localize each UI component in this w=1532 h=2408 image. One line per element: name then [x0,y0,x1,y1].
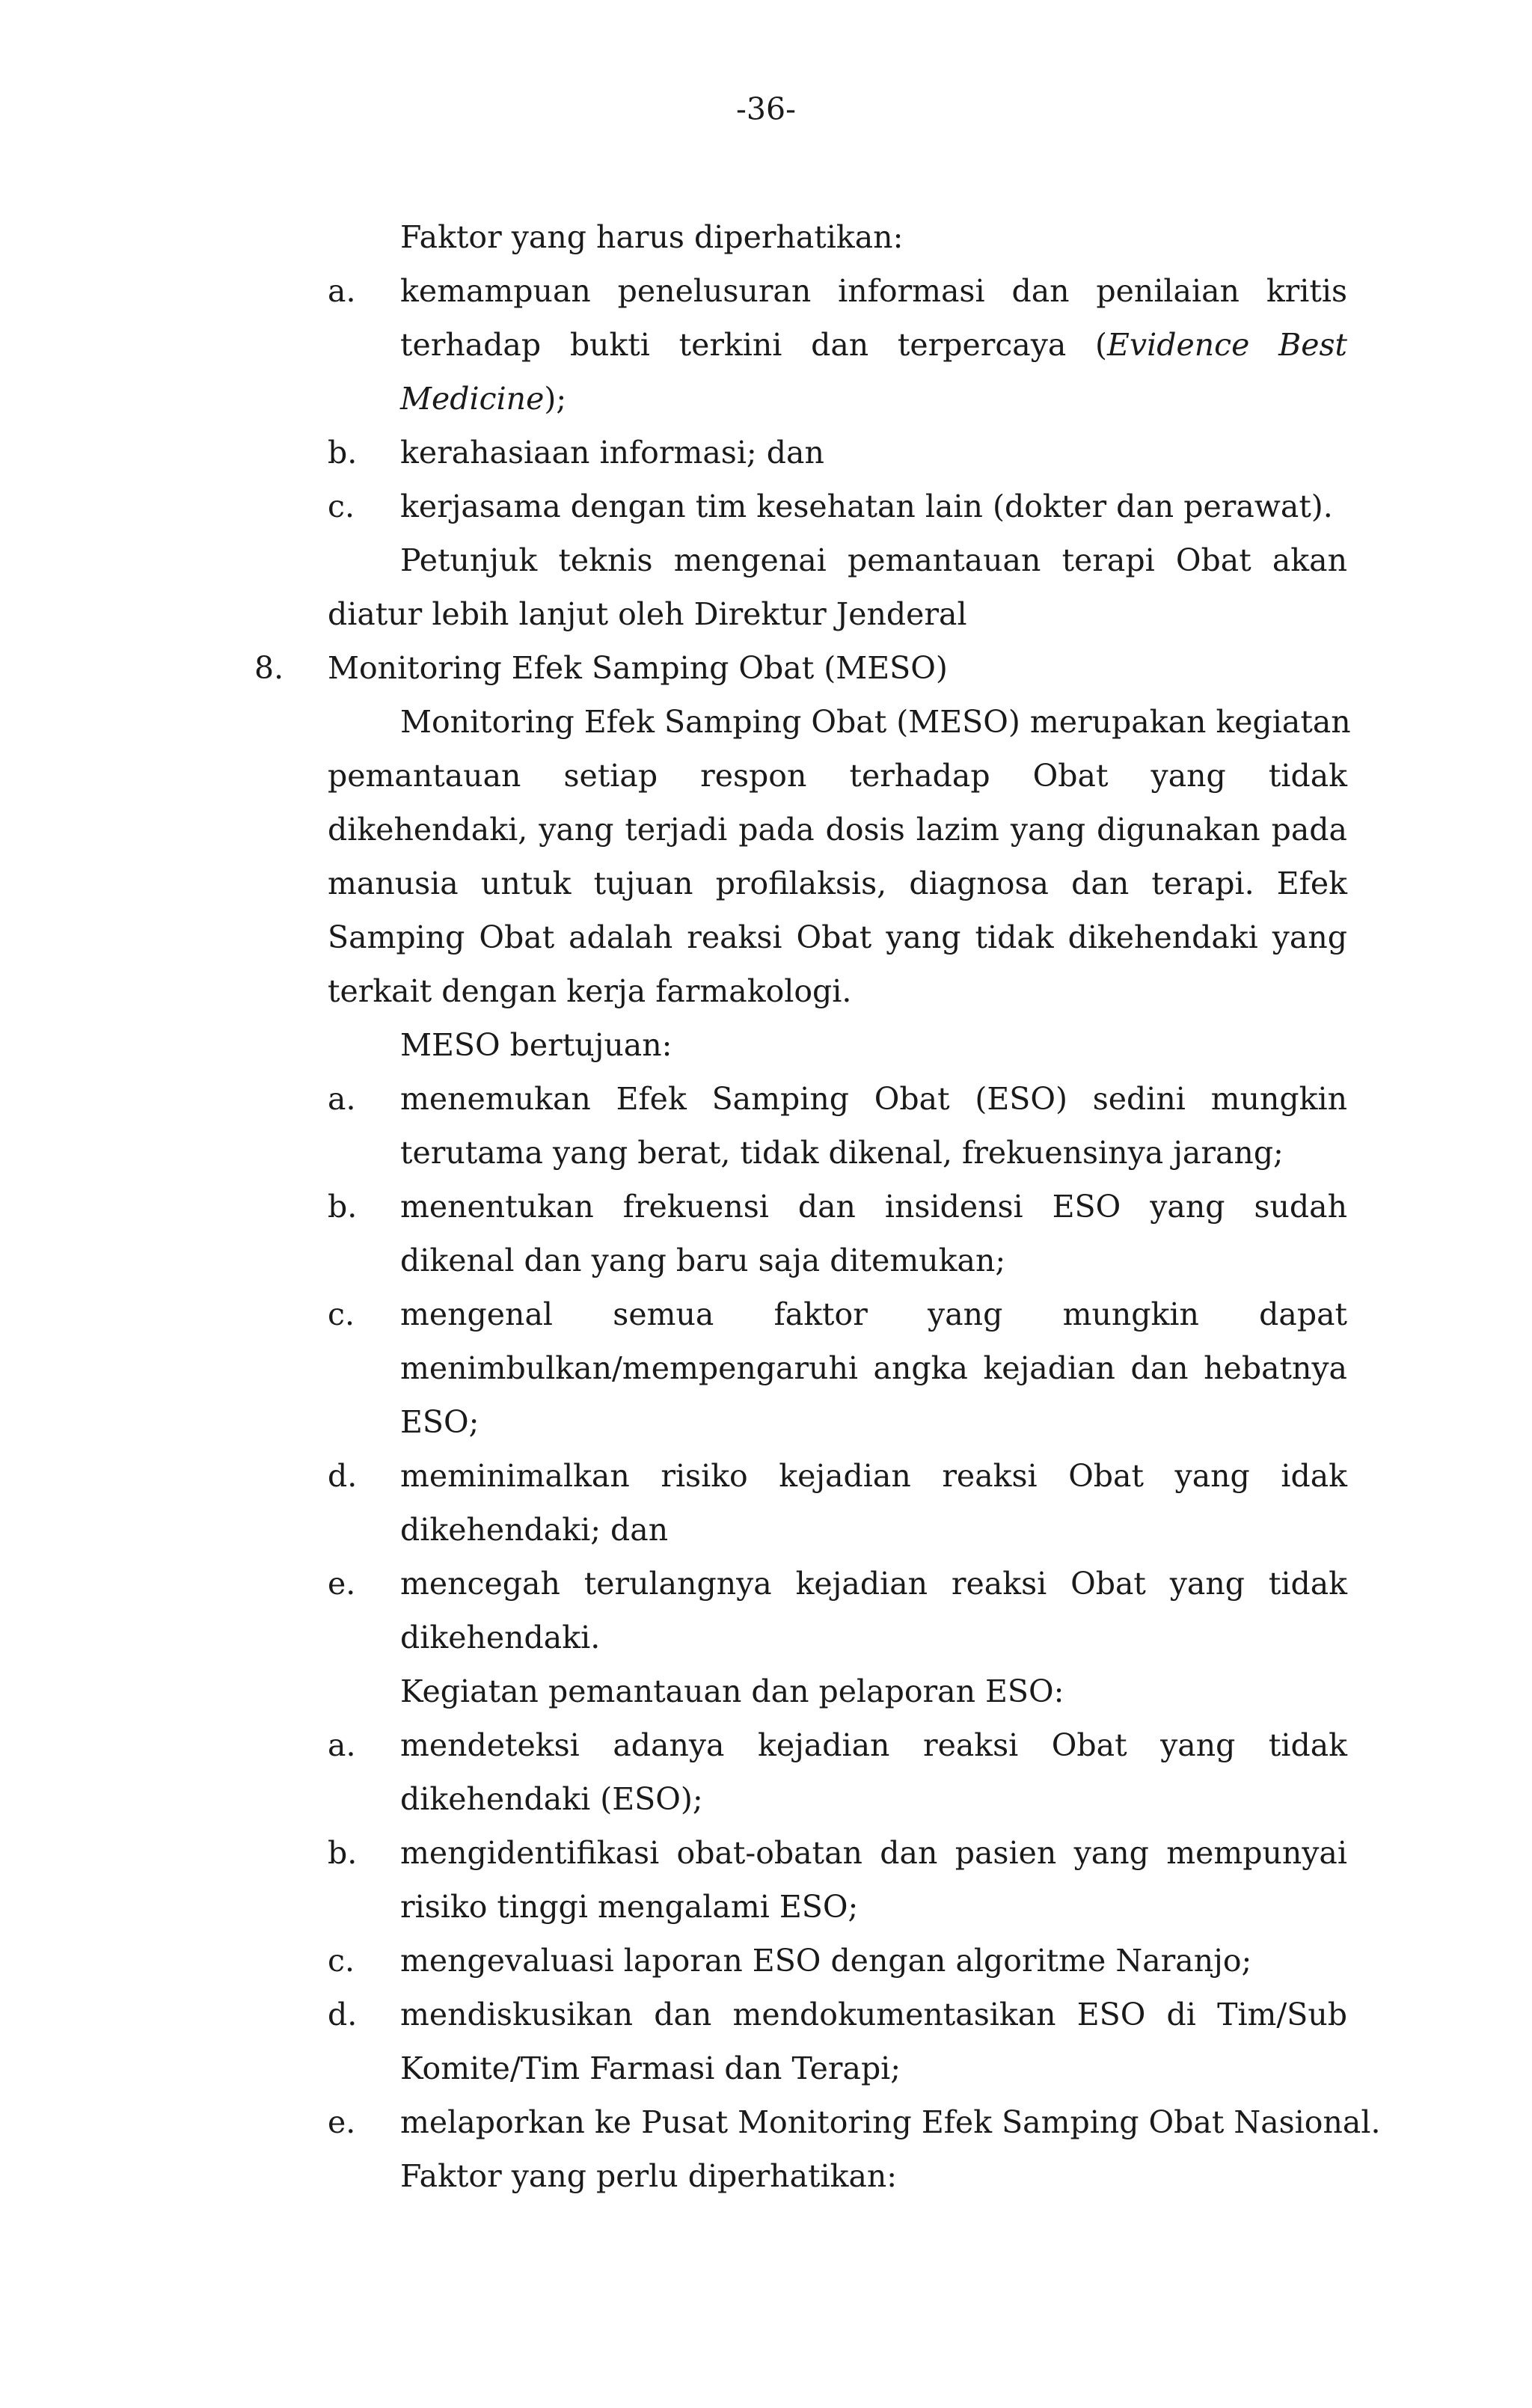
list-item-line: melaporkan ke Pusat Monitoring Efek Samping Obat Nasional. [400,2104,1381,2140]
list-item-line: menemukan Efek Samping Obat (ESO) sedini mungkin [400,1081,1347,1117]
list-item-line: mengidentifikasi obat-obatan dan pasien yang mempunyai [400,1835,1347,1871]
list-item-line: ESO; [400,1404,479,1440]
list-item-line: Komite/Tim Farmasi dan Terapi; [400,2050,901,2086]
list-marker: e. [328,2104,356,2140]
list-marker: c. [328,488,355,524]
list-marker: a. [328,1727,356,1763]
list-item-line: kemampuan penelusuran informasi dan penilaian kritis [400,273,1347,309]
list-item-line: mendiskusikan dan mendokumentasikan ESO di Tim/Sub [400,1997,1347,2032]
paragraph-line: Monitoring Efek Samping Obat (MESO) merupakan kegiatan [400,704,1351,740]
paragraph-line: Petunjuk teknis mengenai pemantauan terapi Obat akan [400,542,1347,578]
activities-intro: Kegiatan pemantauan dan pelaporan ESO: [400,1673,1064,1709]
list-marker: d. [328,1458,358,1494]
list-marker: d. [328,1997,358,2032]
list-marker: e. [328,1566,356,1602]
paragraph-line: diatur lebih lanjut oleh Direktur Jenderal [328,596,967,632]
section-number: 8. [254,650,284,686]
list-item-line: dikehendaki (ESO); [400,1781,703,1817]
italic-term: Medicine [400,381,545,417]
list-item-line: kerjasama dengan tim kesehatan lain (dokter dan perawat). [400,488,1333,524]
list-item-line: kerahasiaan informasi; dan [400,435,824,471]
line-text: terhadap bukti terkini dan terpercaya ( [400,327,1108,363]
paragraph-line: manusia untuk tujuan profilaksis, diagnosa dan terapi. Efek [328,866,1347,901]
list-item-line: dikenal dan yang baru saja ditemukan; [400,1243,1006,1278]
section-title: Monitoring Efek Samping Obat (MESO) [328,650,948,686]
factors-intro: Faktor yang harus diperhatikan: [400,219,904,255]
list-item-line: mendeteksi adanya kejadian reaksi Obat yang tidak [400,1727,1347,1763]
list-item-line: terutama yang berat, tidak dikenal, frekuensinya jarang; [400,1135,1284,1171]
list-marker: b. [328,1835,358,1871]
list-marker: b. [328,435,358,471]
list-item-line [400,372,566,426]
list-item-line: mencegah terulangnya kejadian reaksi Obat yang tidak [400,1566,1347,1602]
page-number: -36- [736,91,796,127]
list-marker: a. [328,1081,356,1117]
list-item-line: menimbulkan/mempengaruhi angka kejadian dan hebatnya [400,1350,1347,1386]
list-marker: c. [328,1943,355,1979]
paragraph-line: pemantauan setiap respon terhadap Obat yang tidak [328,758,1347,794]
list-item-line: risiko tinggi mengalami ESO; [400,1889,859,1925]
list-item-line: meminimalkan risiko kejadian reaksi Obat yang idak [400,1458,1347,1494]
list-item-line: mengenal semua faktor yang mungkin dapat [400,1296,1347,1332]
list-marker: a. [328,273,356,309]
list-marker: b. [328,1189,358,1225]
list-item-line: dikehendaki. [400,1620,601,1655]
paragraph-line: dikehendaki, yang terjadi pada dosis lazim yang digunakan pada [328,812,1347,848]
goals-intro: MESO bertujuan: [400,1027,672,1063]
list-item-line: mengevaluasi laporan ESO dengan algoritme Naranjo; [400,1943,1252,1979]
factors-intro: Faktor yang perlu diperhatikan: [400,2158,898,2194]
list-item-line: menentukan frekuensi dan insidensi ESO yang sudah [400,1189,1347,1225]
list-marker: c. [328,1296,355,1332]
italic-term: Evidence Best [1107,327,1347,363]
list-item-line [400,318,1347,372]
line-text: ); [544,381,567,417]
paragraph-line: terkait dengan kerja farmakologi. [328,973,852,1009]
list-item-line: dikehendaki; dan [400,1512,669,1548]
paragraph-line: Samping Obat adalah reaksi Obat yang tidak dikehendaki yang [328,919,1347,955]
